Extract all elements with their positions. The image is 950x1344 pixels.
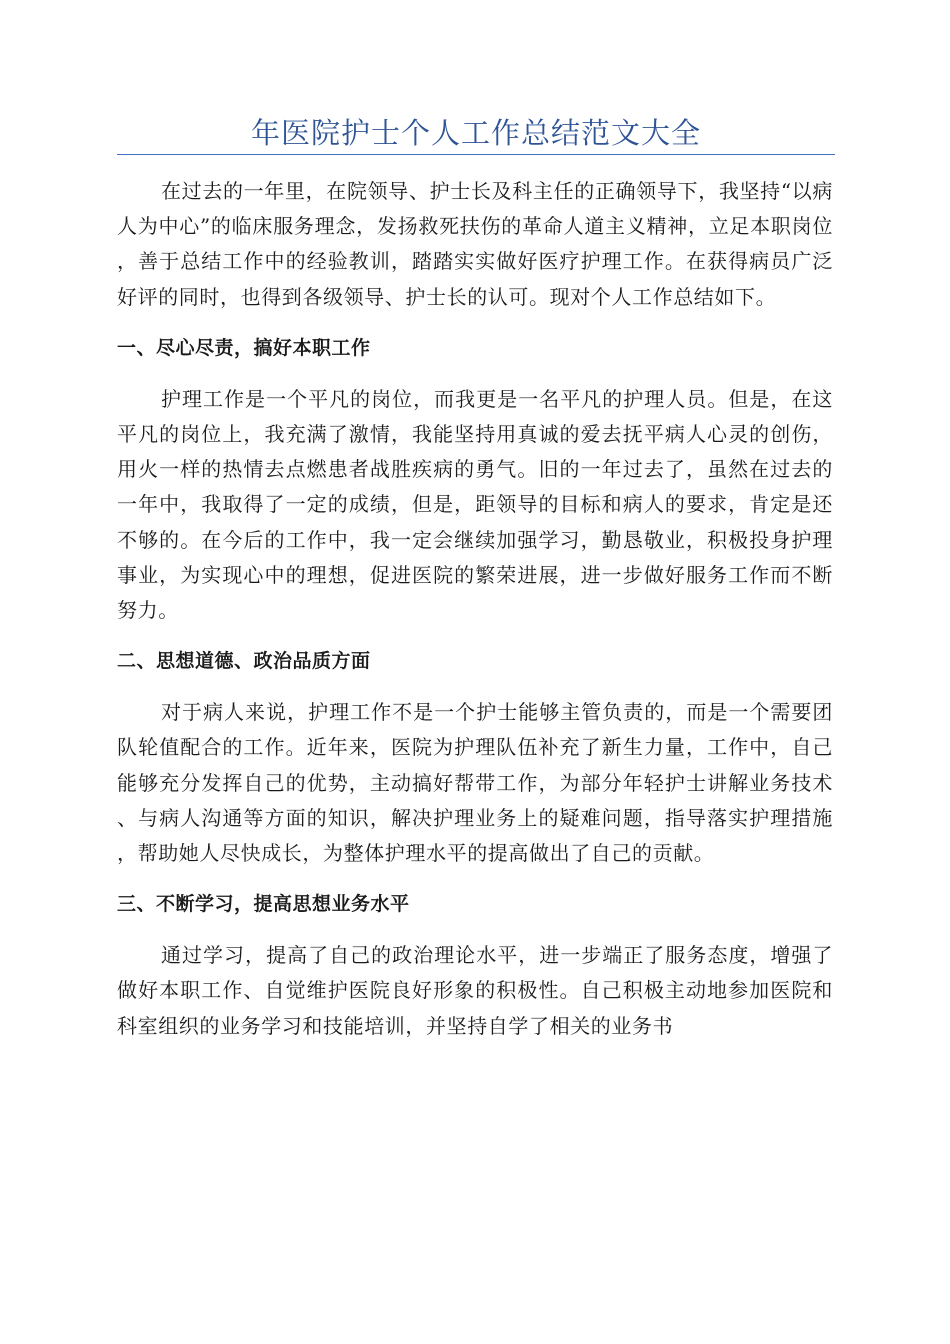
document-body xyxy=(117,174,833,1044)
section-heading-3: 三、不断学习，提高思想业务水平 xyxy=(117,893,410,916)
document-title: 年医院护士个人工作总结范文大全 xyxy=(250,116,701,150)
section-paragraph-1: 护理工作是一个平凡的岗位，而我更是一名平凡的护理人员。但是，在这平凡的岗位上，我充满了激情，我能坚持用真诚的爱去抚平病人心灵的创伤，用火一样的热情去点燃患者战胜疾病的勇气。旧的一年过去了，虽然在过去的一年中，我取得了一定的成绩，但是，距领导的目标和病人的要求，肯定是还不够的。在今后的工作中，我一定会继续加强学习，勤恳敬业，积极投身护理事业，为实现心中的理想，促进医院的繁荣进展，进一步做好服务工作而不断努力。 xyxy=(117,386,833,623)
section-heading-1: 一、尽心尽责，搞好本职工作 xyxy=(117,336,371,359)
title-underline xyxy=(117,154,835,155)
section-paragraph-2: 对于病人来说，护理工作不是一个护士能够主管负责的，而是一个需要团队轮值配合的工作。近年来，医院为护理队伍补充了新生力量，工作中，自己能够充分发挥自己的优势，主动搞好帮带工作，为部分年轻护士讲解业务技术、与病人沟通等方面的知识，解决护理业务上的疑难问题，指导落实护理措施，帮助她人尽快成长，为整体护理水平的提高做出了自己的贡献。 xyxy=(117,700,833,866)
intro-paragraph: 在过去的一年里，在院领导、护士长及科主任的正确领导下，我坚持“以病人为中心”的临床服务理念，发扬救死扶伤的革命人道主义精神，立足本职岗位，善于总结工作中的经验教训，踏踏实实做好医疗护理工作。在获得病员广泛好评的同时，也得到各级领导、护士长的认可。现对个人工作总结如下。 xyxy=(117,179,833,309)
section-paragraph-3: 通过学习，提高了自己的政治理论水平，进一步端正了服务态度，增强了做好本职工作、自觉维护医院良好形象的积极性。自己积极主动地参加医院和科室组织的业务学习和技能培训，并坚持自学了相关的业务书 xyxy=(117,943,833,1038)
section-heading-2: 二、思想道德、政治品质方面 xyxy=(117,650,371,673)
